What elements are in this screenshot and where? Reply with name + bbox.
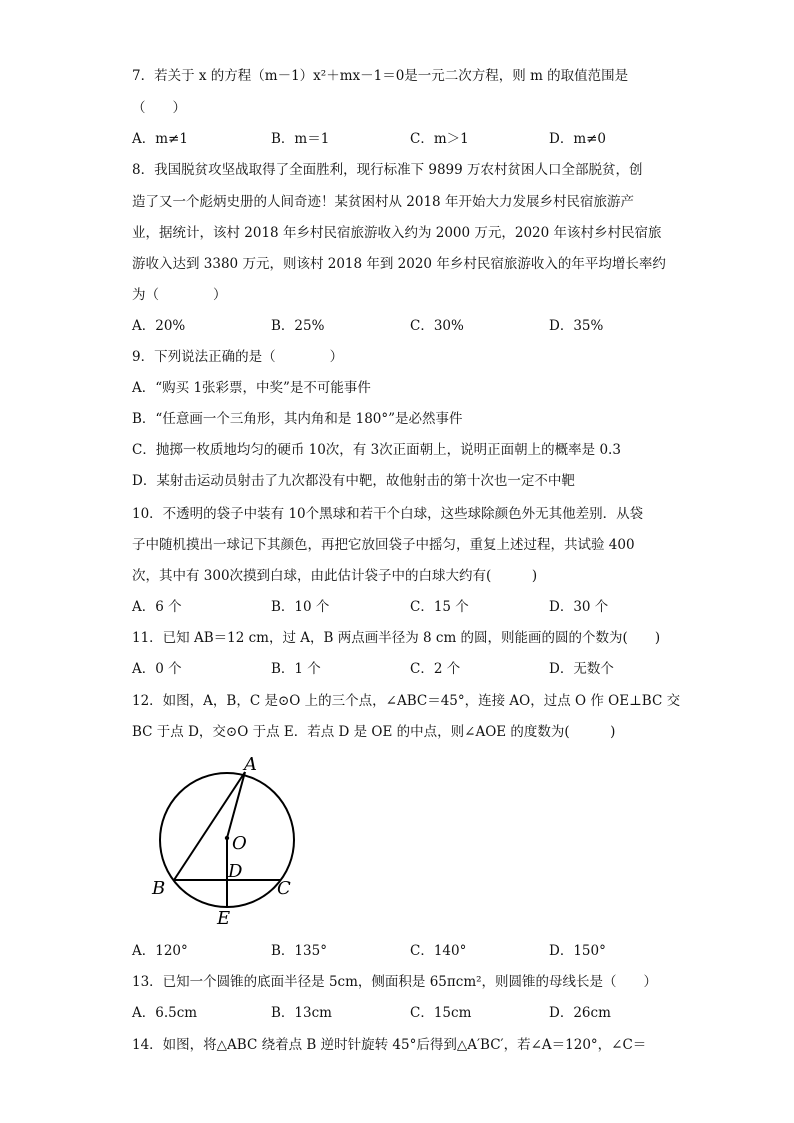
center-point-o	[225, 836, 229, 840]
q11-option-a: A．0 个	[132, 661, 182, 677]
q12-option-b: B．135°	[271, 943, 327, 959]
q8-stem-line-4: 游收入达到 3380 万元，则该村 2018 年到 2020 年乡村民宿旅游收入的年平均增长率约	[132, 256, 666, 272]
q12-option-a: A．120°	[132, 943, 188, 959]
q10-stem-line-3: 次，其中有 300次摸到白球，由此估计袋子中的白球大约有( )	[132, 568, 538, 584]
q14-stem: 14．如图，将△ABC 绕着点 B 逆时针旋转 45°后得到△A′BC′，若∠A＝120°，∠C＝	[132, 1037, 647, 1053]
q7-stem-line-1: 7．若关于 x 的方程（m－1）x²＋mx－1＝0是一元二次方程，则 m 的取值范围是	[132, 68, 629, 84]
q13-options	[132, 1004, 752, 1022]
q11-options	[132, 660, 752, 678]
q10-stem-line-2: 子中随机摸出一球记下其颜色，再把它放回袋子中摇匀，重复上述过程，共试验 400	[132, 537, 635, 553]
segment-ao	[227, 772, 245, 838]
q7-option-a: A．m≠1	[132, 131, 188, 147]
q11-option-b: B．1 个	[271, 661, 321, 677]
q7-options	[132, 130, 752, 148]
q11-option-d: D．无数个	[549, 661, 614, 677]
q11-option-c: C．2 个	[410, 661, 461, 677]
q9-stem: 9．下列说法正确的是（ ）	[132, 349, 344, 365]
q9-choice-d: D．某射击运动员射击了九次都没有中靶，故他射击的第十次也一定不中靶	[132, 473, 575, 489]
q10-option-d: D．30 个	[549, 599, 609, 615]
label-c: C	[277, 878, 291, 899]
q8-option-b: B．25%	[271, 318, 325, 334]
q8-option-c: C．30%	[410, 318, 464, 334]
q13-option-a: A．6.5cm	[132, 1005, 198, 1021]
q13-option-b: B．13cm	[271, 1005, 332, 1021]
q12-option-c: C．140°	[410, 943, 467, 959]
q10-stem-line-1: 10．不透明的袋子中装有 10个黑球和若干个白球，这些球除颜色外无其他差别．从袋	[132, 506, 644, 522]
q10-option-a: A．6 个	[132, 599, 182, 615]
label-b: B	[152, 878, 166, 899]
q10-options	[132, 598, 752, 616]
q7-stem-line-2: （ ）	[132, 100, 186, 116]
q13-option-c: C．15cm	[410, 1005, 472, 1021]
q8-stem-line-1: 8．我国脱贫攻坚战取得了全面胜利，现行标准下 9899 万农村贫困人口全部脱贫，创	[132, 162, 643, 178]
label-a: A	[244, 754, 257, 775]
q12-options	[132, 942, 752, 960]
label-d: D	[228, 861, 243, 882]
q12-option-d: D．150°	[549, 943, 606, 959]
q7-option-c: C．m＞1	[410, 131, 469, 147]
q9-choice-b: B．“任意画一个三角形，其内角和是 180°”是必然事件	[132, 411, 463, 427]
q7-option-b: B．m＝1	[271, 131, 330, 147]
q9-choice-a: A．“购买 1张彩票，中奖”是不可能事件	[132, 380, 371, 396]
q9-choice-c: C．抛掷一枚质地均匀的硬币 10次，有 3次正面朝上，说明正面朝上的概率是 0.3	[132, 442, 621, 458]
q8-options	[132, 317, 752, 335]
q8-option-d: D．35%	[549, 318, 604, 334]
q11-stem: 11．已知 AB＝12 cm，过 A，B 两点画半径为 8 cm 的圆，则能画的圆的个数为( )	[132, 630, 661, 646]
q8-stem-line-3: 业，据统计，该村 2018 年乡村民宿旅游收入约为 2000 万元，2020 年该村乡村民宿旅	[132, 225, 662, 241]
q8-stem-line-2: 造了又一个彪炳史册的人间奇迹！某贫困村从 2018 年开始大力发展乡村民宿旅游产	[132, 194, 634, 210]
q12-stem-line-1: 12．如图，A，B，C 是⊙O 上的三个点，∠ABC＝45°，连接 AO，过点 O 作 OE⊥BC 交	[132, 693, 681, 709]
q8-option-a: A．20%	[132, 318, 186, 334]
q7-option-d: D．m≠0	[549, 131, 607, 147]
label-e: E	[217, 908, 231, 929]
q10-option-b: B．10 个	[271, 599, 330, 615]
label-o: O	[232, 833, 247, 854]
q13-option-d: D．26cm	[549, 1005, 611, 1021]
q10-option-c: C．15 个	[410, 599, 469, 615]
q8-stem-line-5: 为（ ）	[132, 287, 227, 303]
q12-stem-line-2: BC 于点 D，交⊙O 于点 E．若点 D 是 OE 的中点，则∠AOE 的度数为( )	[132, 724, 616, 740]
circle-geometry-figure	[140, 752, 320, 932]
q13-stem: 13．已知一个圆锥的底面半径是 5cm，侧面积是 65πcm²，则圆锥的母线长是（ ）	[132, 974, 658, 990]
